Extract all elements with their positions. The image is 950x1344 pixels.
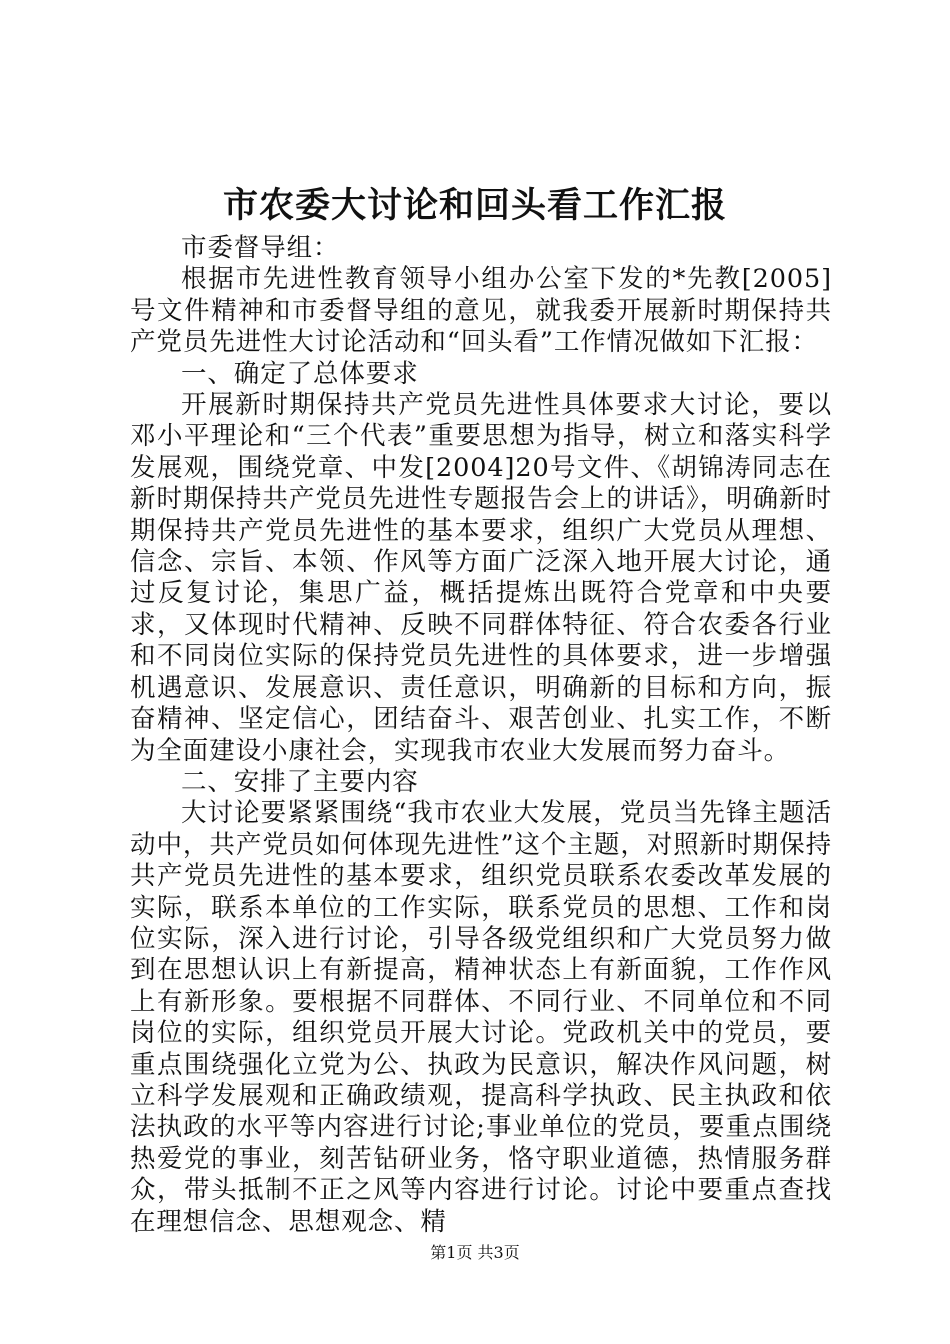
document-title: 市农委大讨论和回头看工作汇报: [222, 185, 727, 226]
section-heading-1: 一、确定了总体要求: [181, 358, 419, 389]
section-1-paragraph: 开展新时期保持共产党员先进性具体要求大讨论，要以邓小平理论和“三个代表”重要思想为指导，树立和落实科学发展观，围绕党章、中发[2004]20号文件、《胡锦涛同志在新时期保持共产党员先进性专题报告会上的讲话》，明确新时期保持共产党员先进性的基本要求，组织广大党员从理想、信念、宗旨、本领、作风等方面广泛深入地开展大讨论，通过反复讨论，集思广益，概括提炼出既符合党章和中央要求，又体现时代精神、反映不同群体特征、符合农委各行业和不同岗位实际的保持党员先进性的具体要求，进一步增强机遇意识、发展意识、责任意识，明确新的目标和方向，振奋精神、坚定信心，团结奋斗、艰苦创业、扎实工作，不断为全面建设小康社会，实现我市农业大发展而努力奋斗。: [130, 390, 832, 766]
section-2-paragraph: 大讨论要紧紧围绕“我市农业大发展，党员当先锋主题活动中，共产党员如何体现先进性”这个主题，对照新时期保持共产党员先进性的基本要求，组织党员联系农委改革发展的实际，联系本单位的工作实际，联系党员的思想、工作和岗位实际，深入进行讨论，引导各级党组织和广大党员努力做到在思想认识上有新提高，精神状态上有新面貌，工作作风上有新形象。要根据不同群体、不同行业、不同单位和不同岗位的实际，组织党员开展大讨论。党政机关中的党员，要重点围绕强化立党为公、执政为民意识，解决作风问题，树立科学发展观和正确政绩观，提高科学执政、民主执政和依法执政的水平等内容进行讨论;事业单位的党员，要重点围绕热爱党的事业，刻苦钻研业务，恪守职业道德，热情服务群众，带头抵制不正之风等内容进行讨论。讨论中要重点查找在理想信念、思想观念、精: [130, 798, 832, 1237]
salutation: 市委督导组：: [181, 233, 340, 263]
section-heading-2: 二、安排了主要内容: [181, 766, 419, 797]
intro-paragraph: 根据市先进性教育领导小组办公室下发的*先教[2005]号文件精神和市委督导组的意见，就我委开展新时期保持共产党员先进性大讨论活动和“回头看”工作情况做如下汇报：: [130, 264, 832, 358]
page-number-footer: 第1页 共3页: [430, 1243, 520, 1262]
document-body: [130, 233, 832, 1238]
